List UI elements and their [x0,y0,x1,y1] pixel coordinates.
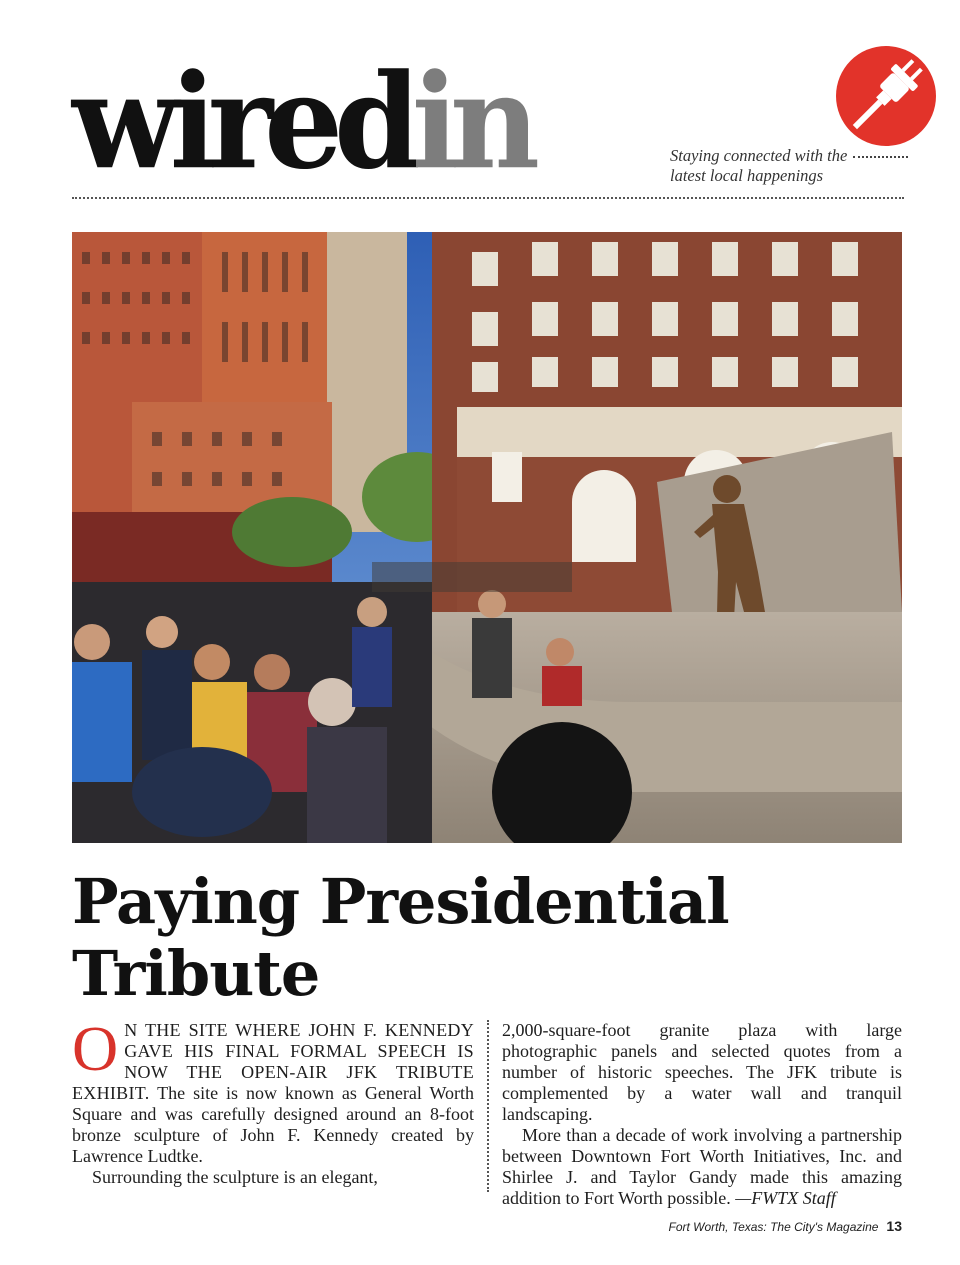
article-paragraph-2-continued: 2,000-square-foot granite plaza with large photographic panels and selected quotes from a number of historic speeches. The JFK tribute is complemented by a water wall and tranquil landscaping. [502,1020,902,1124]
page-number: 13 [886,1218,902,1234]
page-footer [669,1218,903,1234]
article-headline [72,866,902,1010]
article-credit: —FWTX Staff [735,1188,836,1208]
drop-cap: O [72,1013,119,1084]
tagline-line-2: latest local happenings [670,166,824,185]
wordmark-dark: wired [72,46,412,199]
paragraph-3-body: More than a decade of work involving a partnership between Downtown Fort Worth Initiatives, Inc. and Shirlee J. and Taylor Gandy made this amazing addition to Fort Worth possible. [502,1125,902,1208]
article-column-right [502,1020,902,1209]
column-divider [487,1020,489,1192]
headline-line-1: Paying Presidential [72,865,729,938]
article-paragraph-2: Surrounding the sculpture is an elegant, [92,1167,378,1187]
wordmark-light: in [411,46,532,199]
article-paragraph-1 [72,1013,474,1167]
article-paragraph-3 [502,1125,902,1209]
headline-line-2: Tribute [72,937,320,1010]
masthead [72,46,908,199]
paragraph-1-rest: The site is now known as General Worth Square and was carefully designed around an 8-foot bronze sculpture of John F. Kennedy created by Lawrence Ludtke. [72,1083,474,1166]
plug-icon [834,44,938,148]
section-tagline [670,146,908,186]
masthead-divider [72,197,904,199]
tagline-line-1: Staying connected with the [670,146,848,165]
tagline-leader [853,156,908,158]
publication-name: Fort Worth, Texas: The City's Magazine [668,1220,879,1234]
section-wordmark [72,46,532,199]
jfk-tribute-photo [72,232,902,843]
article-column-left [72,1013,474,1188]
lead-in-caps: N THE SITE WHERE JOHN F. KENNEDY GAVE HIS FINAL FORMAL SPEECH IS NOW THE OPEN-AIR JFK TRIBUTE EXHIBIT. [72,1020,474,1103]
